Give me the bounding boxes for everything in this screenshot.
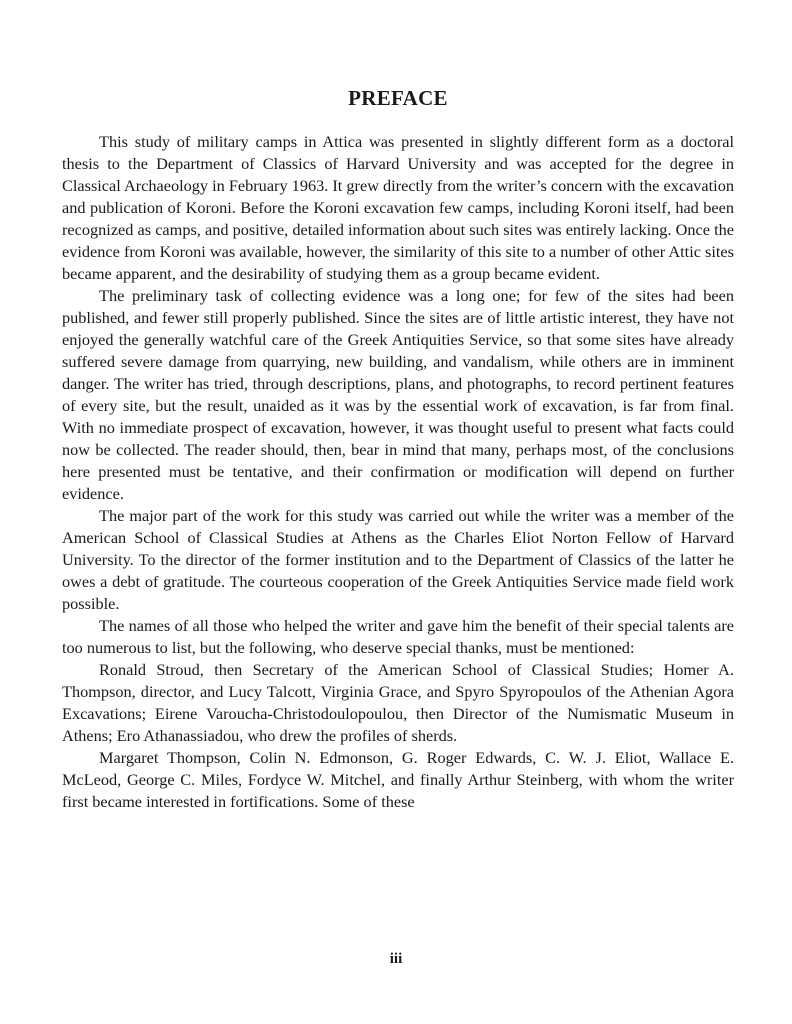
paragraph-2: The preliminary task of collecting evidence was a long one; for few of the sites had been published, and fewer still properly published. Since the sites are of little artistic interest, they have not enjoyed the generally watchful care of the Greek Antiquities Service, so that some sites have already suffered severe damage from quarrying, new building, and vandalism, while others are in imminent danger. The writer has tried, through descriptions, plans, and photographs, to record pertinent features of every site, but the result, unaided as it was by the essential work of excavation, is far from final. With no immediate prospect of excavation, however, it was thought useful to present what facts could now be collected. The reader should, then, bear in mind that many, perhaps most, of the conclusions here presented must be tentative, and their confirmation or modification will depend on further evidence.	[62, 286, 734, 503]
paragraph-5: Ronald Stroud, then Secretary of the American School of Classical Studies; Homer A. Thompson, director, and Lucy Talcott, Virginia Grace, and Spyro Spyropoulos of the Athenian Agora Excavations; Eirene Varoucha-Christodoulopoulou, then Director of the Numismatic Museum in Athens; Ero Athanassiadou, who drew the profiles of sherds.	[62, 660, 734, 745]
paragraph-4: The names of all those who helped the writer and gave him the benefit of their special talents are too numerous to list, but the following, who deserve special thanks, must be mentioned:	[62, 616, 734, 657]
preface-body	[62, 131, 734, 813]
paragraph-3: The major part of the work for this study was carried out while the writer was a member of the American School of Classical Studies at Athens as the Charles Eliot Norton Fellow of Harvard University. To the director of the former institution and to the Department of Classics of the latter he owes a debt of gratitude. The courteous cooperation of the Greek Antiquities Service made field work possible.	[62, 506, 734, 613]
paragraph-1: This study of military camps in Attica was presented in slightly different form as a doctoral thesis to the Department of Classics of Harvard University and was accepted for the degree in Classical Archaeology in February 1963. It grew directly from the writer’s concern with the excavation and publication of Koroni. Before the Koroni excavation few camps, including Koroni itself, had been recognized as camps, and positive, detailed information about such sites was entirely lacking. Once the evidence from Koroni was available, however, the similarity of this site to a number of other Attic sites became apparent, and the desirability of studying them as a group became evident.	[62, 132, 734, 283]
page-title: PREFACE	[348, 86, 448, 110]
document-page	[62, 84, 734, 813]
page-number: iii	[389, 951, 403, 967]
paragraph-6: Margaret Thompson, Colin N. Edmonson, G. Roger Edwards, C. W. J. Eliot, Wallace E. McLeod, George C. Miles, Fordyce W. Mitchel, and finally Arthur Steinberg, with whom the writer first became interested in fortifications. Some of these	[62, 748, 734, 811]
